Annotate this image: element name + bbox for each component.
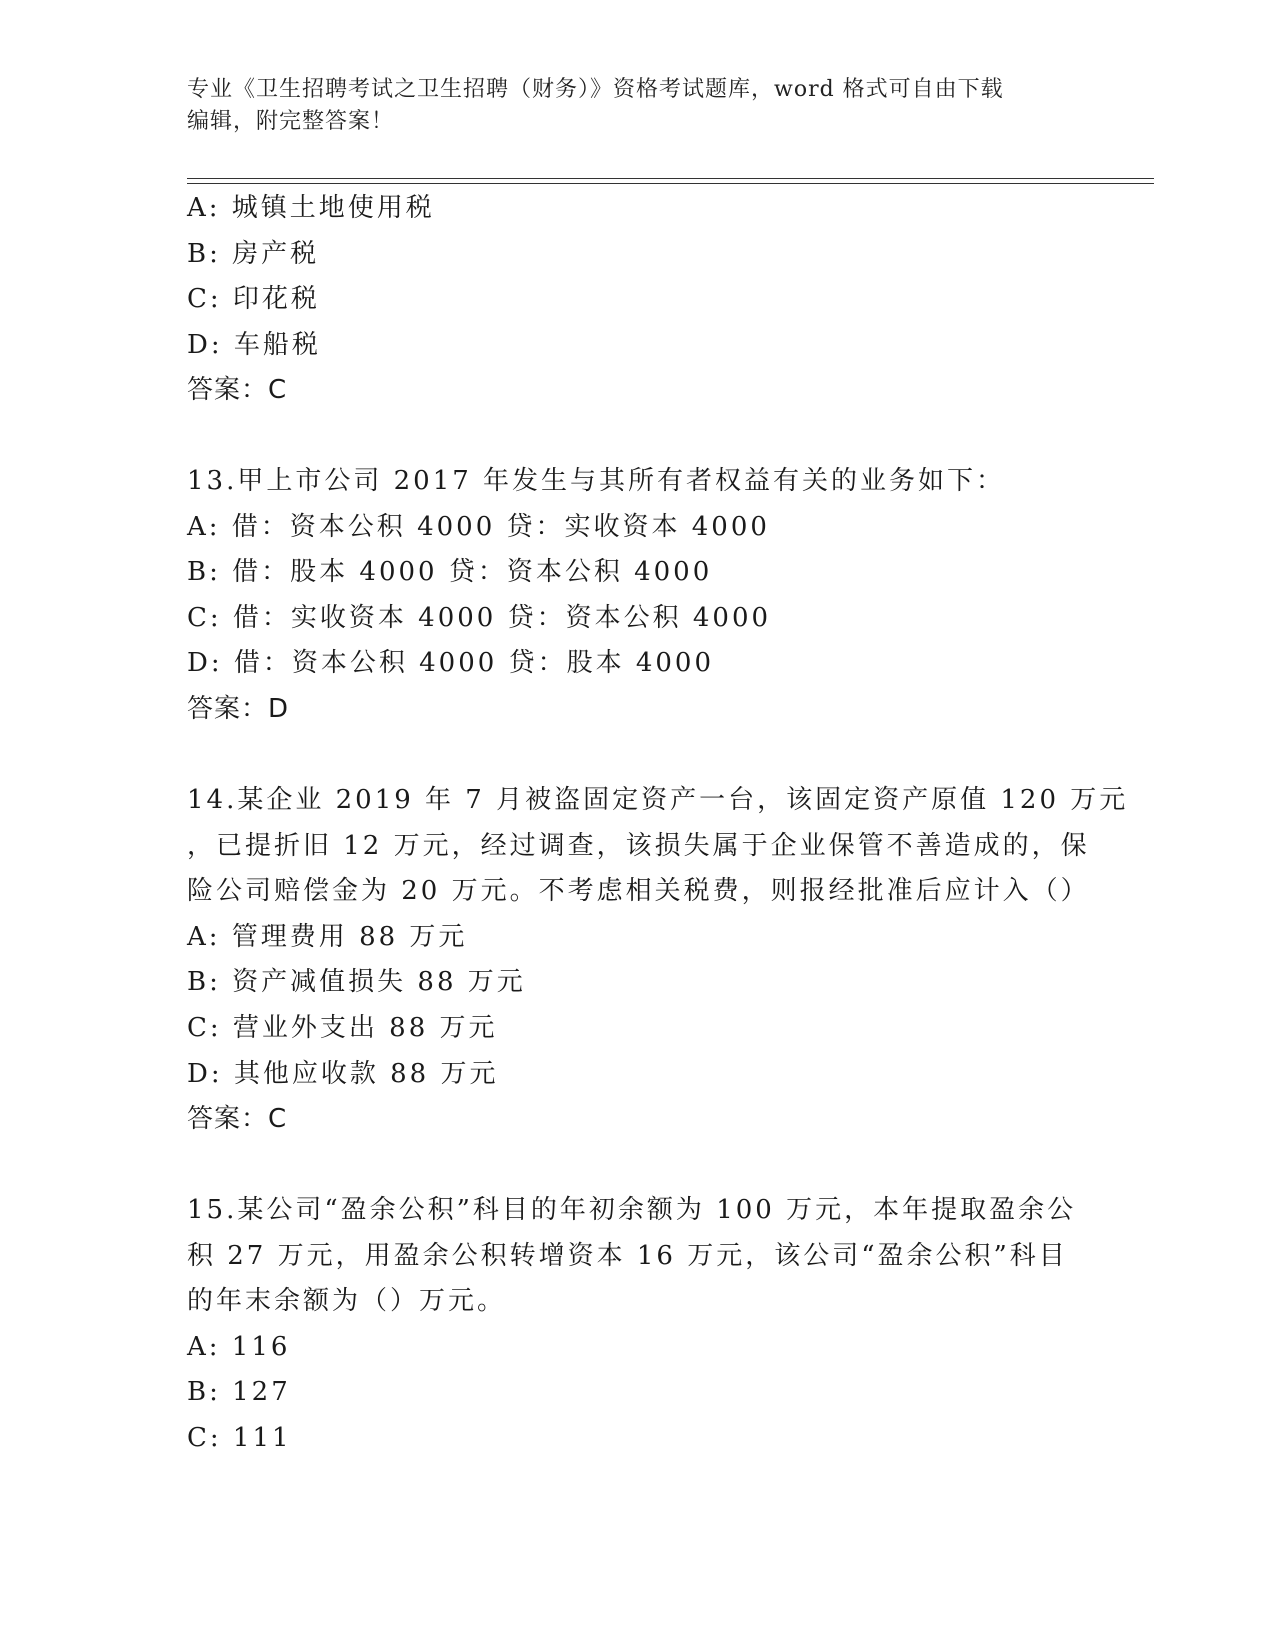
option-a: A: 116 [187,1331,291,1362]
option-d: D: 其他应收款 88 万元 [187,1058,499,1089]
document-header [187,74,1087,138]
header-divider-top [187,178,1154,179]
option-d: D: 借：资本公积 4000 贷：股本 4000 [187,648,715,679]
question-stem-line-3: 险公司赔偿金为 20 万元。不考虑相关税费，则报经批准后应计入（） [187,876,1090,907]
option-c: C: 营业外支出 88 万元 [187,1012,498,1043]
option-b: B: 127 [187,1377,291,1408]
question-13 [187,459,1087,733]
question-stem: 13.甲上市公司 2017 年发生与其所有者权益有关的业务如下： [187,466,1006,496]
option-a: A: 城镇土地使用税 [187,193,435,223]
answer: 答案：C [187,375,288,406]
option-c: C: 111 [187,1422,292,1453]
question-stem-line-2: 积 27 万元，用盈余公积转增资本 16 万元，该公司“盈余公积”科目 [187,1240,1068,1271]
question-stem-line-1: 15.某公司“盈余公积”科目的年初余额为 100 万元，本年提取盈余公 [187,1195,1077,1225]
option-c: C: 借：实收资本 4000 贷：资本公积 4000 [187,602,772,633]
header-divider-bottom [187,183,1154,184]
question-stem-line-3: 的年末余额为（）万元。 [187,1286,507,1317]
question-stem-line-2: ，已提折旧 12 万元，经过调查，该损失属于企业保管不善造成的，保 [187,830,1090,861]
answer: 答案：D [187,693,290,724]
question-15 [187,1188,1087,1462]
option-a: A: 管理费用 88 万元 [187,921,468,952]
question-12 [187,186,1087,414]
option-b: B: 资产减值损失 88 万元 [187,967,526,998]
option-b: B: 借：股本 4000 贷：资本公积 4000 [187,557,713,588]
answer: 答案：C [187,1104,288,1135]
option-d: D: 车船税 [187,329,321,360]
header-line-2: 编辑，附完整答案！ [187,109,395,134]
header-line-1: 专业《卫生招聘考试之卫生招聘（财务）》资格考试题库，word 格式可自由下载 [187,77,1004,102]
question-stem-line-1: 14.某企业 2019 年 7 月被盗固定资产一台，该固定资产原值 120 万元 [187,785,1129,815]
option-a: A: 借：资本公积 4000 贷：实收资本 4000 [187,511,770,542]
option-c: C: 印花税 [187,284,320,315]
question-14 [187,778,1129,1143]
option-b: B: 房产税 [187,238,320,269]
